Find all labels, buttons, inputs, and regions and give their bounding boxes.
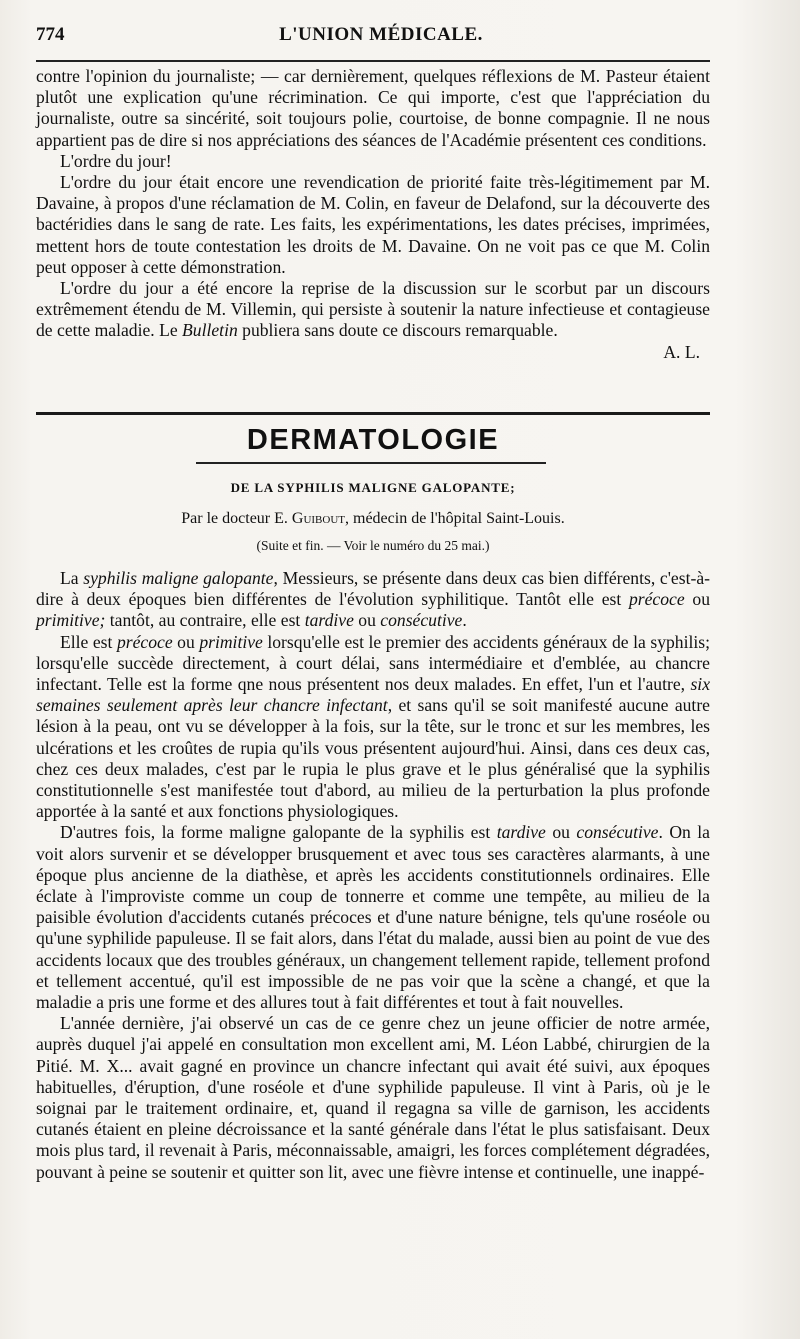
byline bbox=[36, 510, 710, 528]
article-body bbox=[36, 568, 710, 1183]
section-heading: DERMATOLOGIE bbox=[246, 424, 500, 456]
italic-run: syphilis maligne galopante bbox=[83, 568, 274, 588]
intro-paragraph-3: L'ordre du jour était encore une revendication de priorité faite très-légitimement par M. Davaine, à propos d'une réclamation de M. Colin, en faveur de Delafond, sur la découverte des bactéridies dans le sang de rate. Les faits, les expérimentations, les dates précises, imprimées, mettent hors de toute contestation les droits de M. Davaine. On ne voit pas ce que M. Colin peut opposer à cette démonstration. bbox=[36, 172, 710, 277]
intro-paragraph-4 bbox=[36, 278, 710, 342]
byline-author: Guibout bbox=[291, 510, 345, 527]
continuation-note: (Suite et fin. — Voir le numéro du 25 mai.) bbox=[256, 538, 490, 553]
text-run: lorsqu'elle est le premier des accidents généraux de la syphilis; lorsqu'elle succède directement, à court délai, sans intermédiaire et d'emblée, au chancre infectant. Telle est la forme qne nous présentent nos deux malades. En effet, l'un et l'autre, bbox=[36, 631, 710, 695]
article-title: DE LA SYPHILIS MALIGNE GALOPANTE; bbox=[230, 480, 516, 495]
text-run: D'autres fois, la forme maligne galopante de la syphilis est bbox=[60, 822, 497, 843]
section-rule bbox=[36, 412, 710, 415]
intro-p4-text-1: L'ordre du jour a été encore la reprise de la discussion sur le scorbut par un discours extrêmement étendu de M. Villemin, qui persiste à soutenir la nature infectieuse et contagieuse de cette maladie. Le bbox=[36, 278, 710, 341]
text-run: ou bbox=[545, 822, 577, 843]
intro-paragraph-1: contre l'opinion du journaliste; — car dernièrement, quelques réflexions de M. Pasteur étaient plutôt une explication qu'une récrimination. Ce qui importe, c'est que l'appréciation du journaliste, outre sa sincérité, soit toujours polie, courtoise, de bonne compagnie. Il ne nous appartient pas de dire si nos appréciations des séances de l'Académie présentent ces conditions. bbox=[36, 66, 710, 150]
text-run: La bbox=[60, 568, 84, 588]
text-run: , Messieurs, se présente dans deux cas bien différents, c'est-à-dire à deux époques bien différentes de l'évolution syphilitique. Tantôt elle est bbox=[36, 568, 710, 610]
header-rule bbox=[36, 60, 710, 62]
italic-run: consécutive bbox=[576, 822, 659, 843]
bulletin-italic: Bulletin bbox=[182, 320, 238, 341]
italic-run: précoce bbox=[116, 631, 173, 652]
text-run: ou bbox=[353, 610, 381, 631]
italic-run: consécutive bbox=[380, 610, 463, 631]
italic-run: six semaines seulement après leur chancre infectant bbox=[36, 674, 710, 716]
text-run: ou bbox=[172, 631, 200, 652]
italic-run: tardive bbox=[304, 610, 354, 631]
body-paragraph-2 bbox=[36, 632, 710, 823]
journal-title: L'UNION MÉDICALE. bbox=[279, 24, 483, 45]
text-run: tantôt, au contraire, elle est bbox=[105, 610, 305, 631]
page-number: 774 bbox=[36, 24, 65, 45]
body-paragraph-1 bbox=[36, 568, 710, 632]
italic-run: primitive; bbox=[36, 610, 106, 631]
body-paragraph-4: L'année dernière, j'ai observé un cas de ce genre chez un jeune officier de notre armée, auprès duquel j'ai appelé en consultation mon excellent ami, M. Léon Labbé, chirurgien de la Pitié. M. X... avait gagné en province un chancre infectant qui avait été suivi, aux époques habituelles, d'éruption, d'une roséole et d'une syphilide papuleuse. Il vint à Paris, où je le soignai par le traitement ordinaire, et, quand il regagna sa ville de garnison, les accidents cutanés étaient en pleine décroissance et la santé générale dans l'état le plus satisfaisant. Deux mois plus tard, il revenait à Paris, méconnaissable, amaigri, les forces complétement dégradées, pouvant à peine se soutenir et quitter son lit, avec une fièvre intense et continuelle, une inappé- bbox=[36, 1013, 710, 1182]
text-run: . On la voit alors survenir et se développer brusquement et avec tous ses caractères alarmants, à une époque plus ancienne de la diathèse, et après les accidents constitutionnels ordinaires. Elle éclate à l'improviste comme un coup de tonnerre et comme une tempête, au milieu de la paisible évolution d'accidents cutanés précoces et d'une nature bénigne, tels qu'une roséole ou qu'une syphilide papuleuse. Il se fait alors, dans l'état du malade, aussi bien au point de vue des accidents locaux que des troubles généraux, un changement tellement rapide, tellement profond et tellement accentué, qu'il est impossible de ne pas voir que la scène a changé, et que la maladie a pris une forme et des allures tout à fait différentes et tout à fait nouvelles. bbox=[36, 822, 710, 1013]
text-run: Elle est bbox=[60, 631, 117, 652]
byline-prefix: Par le docteur E. bbox=[181, 510, 292, 527]
intro-column bbox=[36, 66, 710, 363]
italic-run: primitive bbox=[199, 631, 263, 652]
italic-run: tardive bbox=[496, 822, 546, 843]
text-run: . bbox=[462, 610, 467, 631]
text-run: , et sans qu'il se soit manifesté aucune autre lésion à la peau, ont vu se développer à la fois, sur la tête, sur le tronc et sur les membres, les ulcérations et les croûtes de rupia qu'ils vous présentent aujourd'hui. Ainsi, dans ces deux cas, chez ces deux malades, c'est par le rupia le plus grave et le plus généralisé que la syphilis constitutionnelle s'est manifestée tout d'abord, au milieu de la perturbation la plus profonde apportée à la santé et aux fonctions physiologiques. bbox=[36, 695, 710, 822]
text-run: ou bbox=[684, 589, 711, 610]
byline-suffix: , médecin de l'hôpital Saint-Louis. bbox=[345, 510, 565, 527]
author-signature: A. L. bbox=[663, 341, 700, 362]
body-paragraph-3 bbox=[36, 822, 710, 1013]
intro-p4-text-2: publiera sans doute ce discours remarquable. bbox=[237, 320, 558, 341]
italic-run: précoce bbox=[628, 589, 685, 610]
intro-paragraph-2: L'ordre du jour! bbox=[60, 150, 172, 171]
heading-underline bbox=[196, 462, 546, 464]
page-header bbox=[36, 24, 726, 50]
